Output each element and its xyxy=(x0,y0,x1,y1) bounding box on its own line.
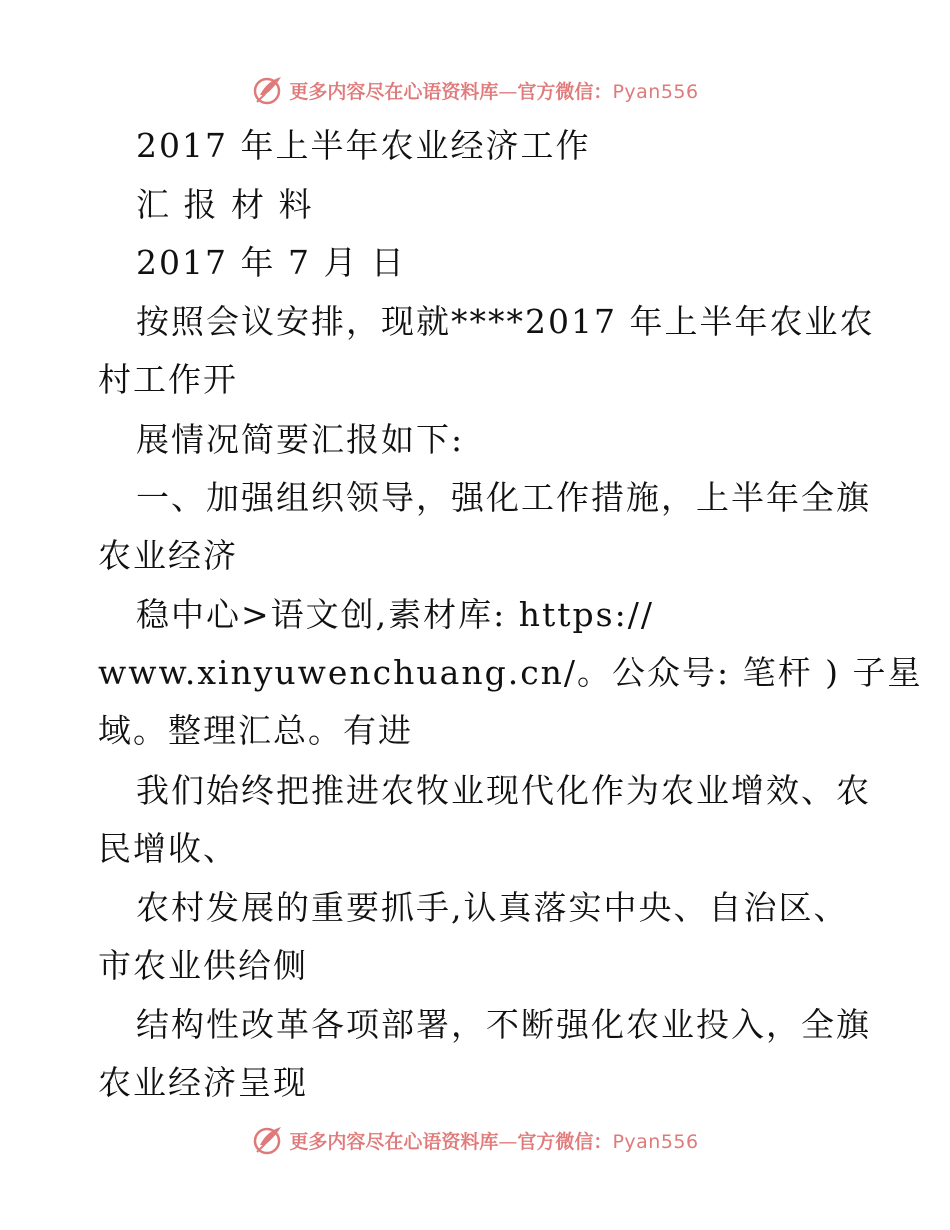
banner-main-text: 更多内容尽在心语资料库 xyxy=(289,1130,499,1153)
paragraph-line: 农业经济 xyxy=(98,536,238,575)
paragraph-line: 按照会议安排，现就****2017 年上半年农业农 xyxy=(136,302,875,341)
footer-watermark-banner xyxy=(0,1120,950,1160)
banner-text xyxy=(289,77,698,104)
banner-separator: — xyxy=(498,1130,518,1153)
quill-logo-icon xyxy=(251,1123,285,1157)
banner-official-label: 官方微信： xyxy=(517,1130,613,1153)
paragraph-line: 市农业供给侧 xyxy=(98,946,308,985)
paragraph-line: 结构性改革各项部署，不断强化农业投入，全旗 xyxy=(136,1005,871,1044)
paragraph-line: 农业经济呈现 xyxy=(98,1063,308,1102)
paragraph-line: 村工作开 xyxy=(98,360,238,399)
document-date: 2017 年 7 月 日 xyxy=(136,243,406,282)
banner-wechat-id: Pyan556 xyxy=(612,80,699,103)
banner-text xyxy=(289,1127,698,1154)
quill-logo-icon xyxy=(251,73,285,107)
document-subtitle: 汇 报 材 料 xyxy=(136,185,314,224)
banner-wechat-id: Pyan556 xyxy=(612,1130,699,1153)
section-heading-line: 一、加强组织领导，强化工作措施，上半年全旗 xyxy=(136,478,871,517)
paragraph-line: 民增收、 xyxy=(98,829,238,868)
paragraph-line: 展情况简要汇报如下: xyxy=(136,420,465,459)
paragraph-line: 农村发展的重要抓手,认真落实中央、自治区、 xyxy=(136,888,849,927)
paragraph-line: 稳中心>语文创,素材库: https:// xyxy=(136,595,654,634)
paragraph-line: www.xinyuwenchuang.cn/。公众号: 笔杆 ) 子星 xyxy=(98,653,923,692)
header-watermark-banner xyxy=(0,70,950,110)
banner-main-text: 更多内容尽在心语资料库 xyxy=(289,80,499,103)
banner-official-label: 官方微信： xyxy=(517,80,613,103)
paragraph-line: 我们始终把推进农牧业现代化作为农业增效、农 xyxy=(136,771,871,810)
banner-separator: — xyxy=(498,80,518,103)
document-title: 2017 年上半年农业经济工作 xyxy=(136,126,591,165)
paragraph-line: 域。整理汇总。有进 xyxy=(98,711,413,750)
